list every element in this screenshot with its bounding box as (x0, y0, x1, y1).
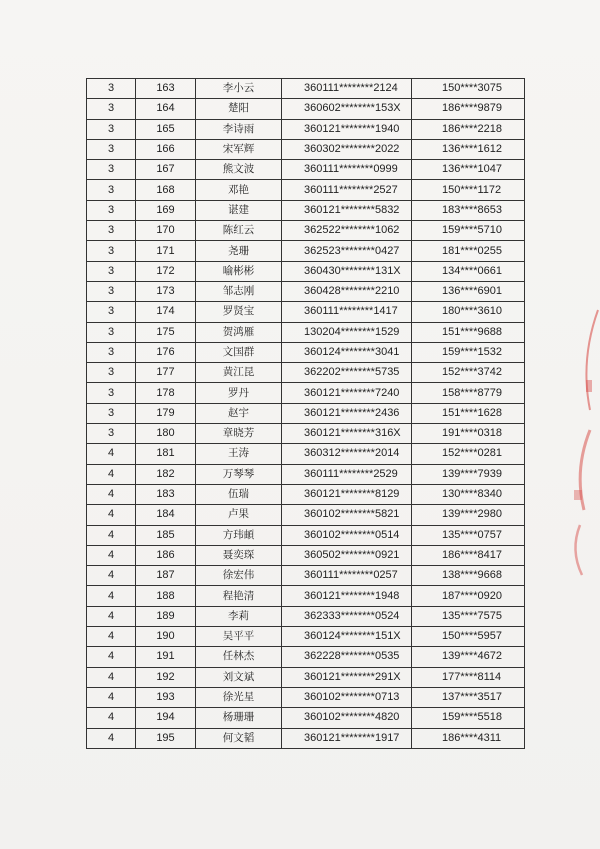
cell-group: 3 (87, 119, 136, 139)
cell-id-number: 360121********1948 (282, 586, 412, 606)
cell-group: 3 (87, 99, 136, 119)
cell-phone: 139****2980 (412, 505, 525, 525)
cell-name: 黄江昆 (196, 363, 282, 383)
table-row (87, 403, 525, 423)
cell-id-number: 360111********0999 (282, 160, 412, 180)
cell-group: 4 (87, 606, 136, 626)
table-row (87, 627, 525, 647)
cell-number: 175 (136, 322, 196, 342)
table-row (87, 464, 525, 484)
cell-id-number: 360102********5821 (282, 505, 412, 525)
cell-number: 188 (136, 586, 196, 606)
cell-name: 李小云 (196, 79, 282, 99)
table-row (87, 261, 525, 281)
cell-group: 3 (87, 241, 136, 261)
cell-name: 楚阳 (196, 99, 282, 119)
cell-name: 王涛 (196, 444, 282, 464)
cell-name: 方玮頔 (196, 525, 282, 545)
cell-name: 李莉 (196, 606, 282, 626)
cell-number: 173 (136, 281, 196, 301)
table-row (87, 119, 525, 139)
cell-phone: 150****3075 (412, 79, 525, 99)
cell-id-number: 360302********2022 (282, 139, 412, 159)
cell-phone: 151****1628 (412, 403, 525, 423)
cell-name: 邹志刚 (196, 281, 282, 301)
table-row (87, 424, 525, 444)
cell-phone: 135****0757 (412, 525, 525, 545)
cell-group: 4 (87, 728, 136, 748)
table-row (87, 566, 525, 586)
cell-phone: 191****0318 (412, 424, 525, 444)
cell-group: 3 (87, 363, 136, 383)
cell-group: 4 (87, 545, 136, 565)
cell-group: 4 (87, 687, 136, 707)
cell-phone: 137****3517 (412, 687, 525, 707)
cell-id-number: 360121********7240 (282, 383, 412, 403)
table-row (87, 484, 525, 504)
table-row (87, 708, 525, 728)
cell-phone: 152****3742 (412, 363, 525, 383)
table-row (87, 99, 525, 119)
table-row (87, 444, 525, 464)
cell-number: 177 (136, 363, 196, 383)
cell-group: 4 (87, 464, 136, 484)
cell-id-number: 360602********153X (282, 99, 412, 119)
cell-group: 4 (87, 708, 136, 728)
cell-group: 4 (87, 484, 136, 504)
cell-phone: 136****6901 (412, 281, 525, 301)
table-row (87, 221, 525, 241)
cell-group: 3 (87, 383, 136, 403)
cell-id-number: 360121********1940 (282, 119, 412, 139)
cell-name: 万琴琴 (196, 464, 282, 484)
cell-group: 3 (87, 261, 136, 281)
cell-id-number: 360502********0921 (282, 545, 412, 565)
cell-number: 180 (136, 424, 196, 444)
cell-id-number: 360124********3041 (282, 342, 412, 362)
cell-phone: 130****8340 (412, 484, 525, 504)
cell-number: 189 (136, 606, 196, 626)
cell-id-number: 360102********4820 (282, 708, 412, 728)
cell-name: 杨珊珊 (196, 708, 282, 728)
cell-name: 熊文波 (196, 160, 282, 180)
cell-number: 190 (136, 627, 196, 647)
cell-number: 183 (136, 484, 196, 504)
table-row (87, 363, 525, 383)
cell-group: 4 (87, 586, 136, 606)
cell-number: 184 (136, 505, 196, 525)
cell-number: 166 (136, 139, 196, 159)
cell-phone: 187****0920 (412, 586, 525, 606)
cell-phone: 136****1047 (412, 160, 525, 180)
red-seal-icon (560, 300, 600, 600)
cell-phone: 159****5710 (412, 221, 525, 241)
cell-name: 宋军辉 (196, 139, 282, 159)
table-row (87, 241, 525, 261)
cell-number: 185 (136, 525, 196, 545)
cell-group: 3 (87, 200, 136, 220)
cell-name: 刘文斌 (196, 667, 282, 687)
table-row (87, 728, 525, 748)
cell-group: 3 (87, 302, 136, 322)
cell-name: 罗丹 (196, 383, 282, 403)
cell-id-number: 362333********0524 (282, 606, 412, 626)
cell-name: 徐宏伟 (196, 566, 282, 586)
cell-group: 3 (87, 139, 136, 159)
cell-number: 178 (136, 383, 196, 403)
cell-id-number: 360111********1417 (282, 302, 412, 322)
cell-id-number: 360111********2124 (282, 79, 412, 99)
cell-number: 181 (136, 444, 196, 464)
cell-group: 4 (87, 566, 136, 586)
cell-number: 191 (136, 647, 196, 667)
cell-number: 193 (136, 687, 196, 707)
cell-phone: 134****0661 (412, 261, 525, 281)
cell-phone: 139****7939 (412, 464, 525, 484)
cell-phone: 150****5957 (412, 627, 525, 647)
cell-id-number: 360102********0514 (282, 525, 412, 545)
table-row (87, 525, 525, 545)
cell-name: 伍瑞 (196, 484, 282, 504)
cell-number: 179 (136, 403, 196, 423)
cell-id-number: 130204********1529 (282, 322, 412, 342)
cell-number: 176 (136, 342, 196, 362)
cell-name: 赵宇 (196, 403, 282, 423)
cell-id-number: 362228********0535 (282, 647, 412, 667)
cell-id-number: 360430********131X (282, 261, 412, 281)
cell-id-number: 362202********5735 (282, 363, 412, 383)
cell-name: 陈红云 (196, 221, 282, 241)
cell-phone: 152****0281 (412, 444, 525, 464)
table-row (87, 79, 525, 99)
cell-id-number: 360121********2436 (282, 403, 412, 423)
cell-id-number: 360312********2014 (282, 444, 412, 464)
cell-phone: 183****8653 (412, 200, 525, 220)
cell-id-number: 360124********151X (282, 627, 412, 647)
table-row (87, 180, 525, 200)
cell-group: 3 (87, 160, 136, 180)
cell-number: 168 (136, 180, 196, 200)
table-row (87, 505, 525, 525)
table-row (87, 606, 525, 626)
table-row (87, 667, 525, 687)
cell-number: 171 (136, 241, 196, 261)
cell-number: 167 (136, 160, 196, 180)
cell-group: 3 (87, 403, 136, 423)
cell-id-number: 362522********1062 (282, 221, 412, 241)
table-row (87, 383, 525, 403)
cell-phone: 139****4672 (412, 647, 525, 667)
cell-group: 3 (87, 180, 136, 200)
cell-number: 164 (136, 99, 196, 119)
cell-name: 徐光星 (196, 687, 282, 707)
cell-number: 163 (136, 79, 196, 99)
table-row (87, 342, 525, 362)
table-row (87, 322, 525, 342)
cell-name: 贺鸿雁 (196, 322, 282, 342)
cell-phone: 186****9879 (412, 99, 525, 119)
cell-id-number: 360428********2210 (282, 281, 412, 301)
cell-number: 165 (136, 119, 196, 139)
cell-number: 194 (136, 708, 196, 728)
cell-phone: 158****8779 (412, 383, 525, 403)
table-row (87, 586, 525, 606)
cell-group: 4 (87, 505, 136, 525)
cell-group: 4 (87, 627, 136, 647)
roster-body (87, 79, 525, 749)
cell-name: 李诗雨 (196, 119, 282, 139)
roster-table (86, 78, 525, 749)
cell-group: 3 (87, 79, 136, 99)
cell-name: 文国群 (196, 342, 282, 362)
cell-number: 192 (136, 667, 196, 687)
cell-name: 尧珊 (196, 241, 282, 261)
cell-number: 182 (136, 464, 196, 484)
cell-number: 172 (136, 261, 196, 281)
cell-id-number: 360121********316X (282, 424, 412, 444)
cell-name: 章晓芳 (196, 424, 282, 444)
cell-group: 4 (87, 647, 136, 667)
cell-id-number: 360121********8129 (282, 484, 412, 504)
table-row (87, 281, 525, 301)
cell-group: 3 (87, 221, 136, 241)
cell-group: 4 (87, 667, 136, 687)
cell-id-number: 360111********2529 (282, 464, 412, 484)
cell-id-number: 360111********2527 (282, 180, 412, 200)
cell-phone: 159****5518 (412, 708, 525, 728)
cell-phone: 138****9668 (412, 566, 525, 586)
cell-phone: 135****7575 (412, 606, 525, 626)
cell-phone: 177****8114 (412, 667, 525, 687)
cell-phone: 150****1172 (412, 180, 525, 200)
table-row (87, 160, 525, 180)
cell-id-number: 360121********291X (282, 667, 412, 687)
table-row (87, 200, 525, 220)
cell-name: 聂奕琛 (196, 545, 282, 565)
cell-number: 186 (136, 545, 196, 565)
cell-number: 187 (136, 566, 196, 586)
cell-id-number: 360121********1917 (282, 728, 412, 748)
cell-id-number: 360111********0257 (282, 566, 412, 586)
cell-name: 程艳清 (196, 586, 282, 606)
table-row (87, 139, 525, 159)
cell-name: 罗贤宝 (196, 302, 282, 322)
cell-phone: 136****1612 (412, 139, 525, 159)
cell-name: 喻彬彬 (196, 261, 282, 281)
cell-name: 邓艳 (196, 180, 282, 200)
cell-group: 3 (87, 342, 136, 362)
cell-phone: 181****0255 (412, 241, 525, 261)
cell-name: 谌建 (196, 200, 282, 220)
cell-number: 174 (136, 302, 196, 322)
table-row (87, 545, 525, 565)
cell-group: 3 (87, 322, 136, 342)
cell-number: 169 (136, 200, 196, 220)
cell-group: 4 (87, 525, 136, 545)
cell-phone: 159****1532 (412, 342, 525, 362)
table-row (87, 647, 525, 667)
cell-name: 吴平平 (196, 627, 282, 647)
cell-group: 3 (87, 424, 136, 444)
cell-phone: 151****9688 (412, 322, 525, 342)
cell-phone: 186****8417 (412, 545, 525, 565)
cell-id-number: 360121********5832 (282, 200, 412, 220)
cell-number: 170 (136, 221, 196, 241)
cell-phone: 186****2218 (412, 119, 525, 139)
cell-id-number: 360102********0713 (282, 687, 412, 707)
cell-name: 卢果 (196, 505, 282, 525)
cell-name: 何文韬 (196, 728, 282, 748)
cell-phone: 186****4311 (412, 728, 525, 748)
table-row (87, 687, 525, 707)
cell-group: 3 (87, 281, 136, 301)
cell-id-number: 362523********0427 (282, 241, 412, 261)
table-row (87, 302, 525, 322)
cell-group: 4 (87, 444, 136, 464)
cell-phone: 180****3610 (412, 302, 525, 322)
cell-name: 任林杰 (196, 647, 282, 667)
cell-number: 195 (136, 728, 196, 748)
